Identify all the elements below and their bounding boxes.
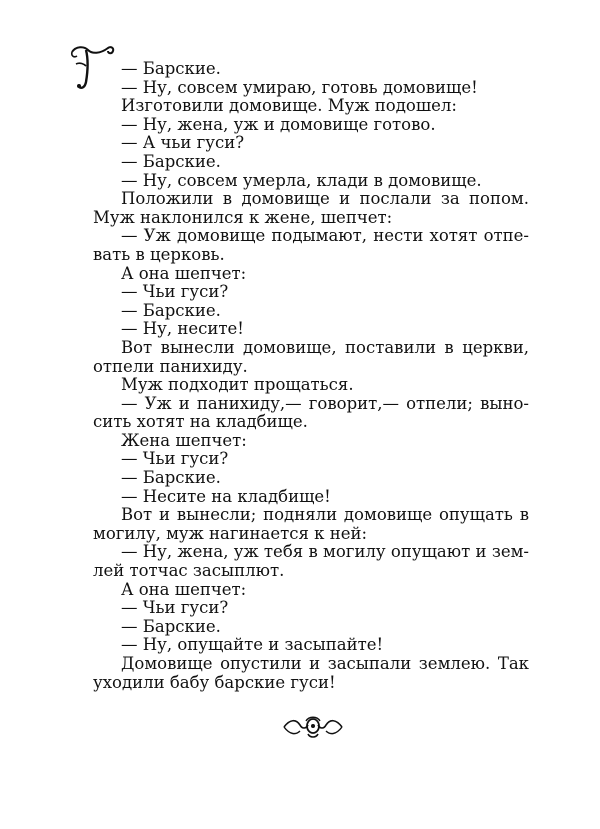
end-vignette-icon — [282, 713, 344, 741]
text-line: — Барские. — [121, 151, 221, 171]
text-line: уходили бабу барские гуси! — [93, 672, 336, 692]
text-line: — Ну, несите! — [121, 319, 244, 339]
text-line: вать в церковь. — [93, 244, 225, 264]
text-line: лей тотчас засыплют. — [93, 561, 285, 581]
text-line: — Барские. — [121, 59, 221, 78]
text-line: — Чьи гуси? — [121, 282, 229, 302]
text-line: Вот вынесли домовище, поставили в церкви, — [121, 337, 529, 357]
text-line: — Ну, совсем умерла, клади в домовище. — [121, 170, 482, 190]
text-line: Муж наклонился к жене, шепчет: — [93, 207, 393, 227]
text-line: Вот и вынесли; подняли домовище опущать в — [121, 505, 529, 525]
text-line: — Барские. — [121, 300, 221, 320]
text-line: Домовище опустили и засыпали землею. Так — [121, 654, 529, 673]
text-line: — Уж домовище подымают, нести хотят отпе- — [121, 226, 529, 246]
text-line: Муж подходит прощаться. — [121, 375, 354, 395]
text-line: — Ну, жена, уж и домовище готово. — [121, 114, 436, 134]
text-line: — Ну, жена, уж тебя в могилу опущают и зем- — [121, 542, 529, 562]
text-line: — Уж и панихиду,— говорит,— отпели; выно- — [121, 393, 529, 413]
text-line: А она шепчет: — [121, 263, 247, 283]
text-line: могилу, муж нагинается к ней: — [93, 523, 368, 543]
text-line: Изготовили домовище. Муж подошел: — [121, 96, 457, 116]
text-line: — Чьи гуси? — [121, 449, 229, 469]
story-text — [93, 60, 529, 692]
text-line: — Ну, опущайте и засыпайте! — [121, 635, 384, 655]
text-line: — Чьи гуси? — [121, 598, 229, 618]
text-line: А она шепчет: — [121, 579, 247, 599]
text-line: — Барские. — [121, 468, 221, 488]
text-line: Положили в домовище и послали за попом. — [121, 189, 529, 209]
text-line: — Несите на кладбище! — [121, 486, 331, 506]
text-line: — Ну, совсем умираю, готовь домовище! — [121, 77, 478, 97]
text-line: — А чьи гуси? — [121, 133, 245, 153]
text-line: Жена шепчет: — [121, 430, 247, 450]
text-line: — Барские. — [121, 616, 221, 636]
text-line: сить хотят на кладбище. — [93, 412, 308, 432]
text-line: отпели панихиду. — [93, 356, 248, 376]
